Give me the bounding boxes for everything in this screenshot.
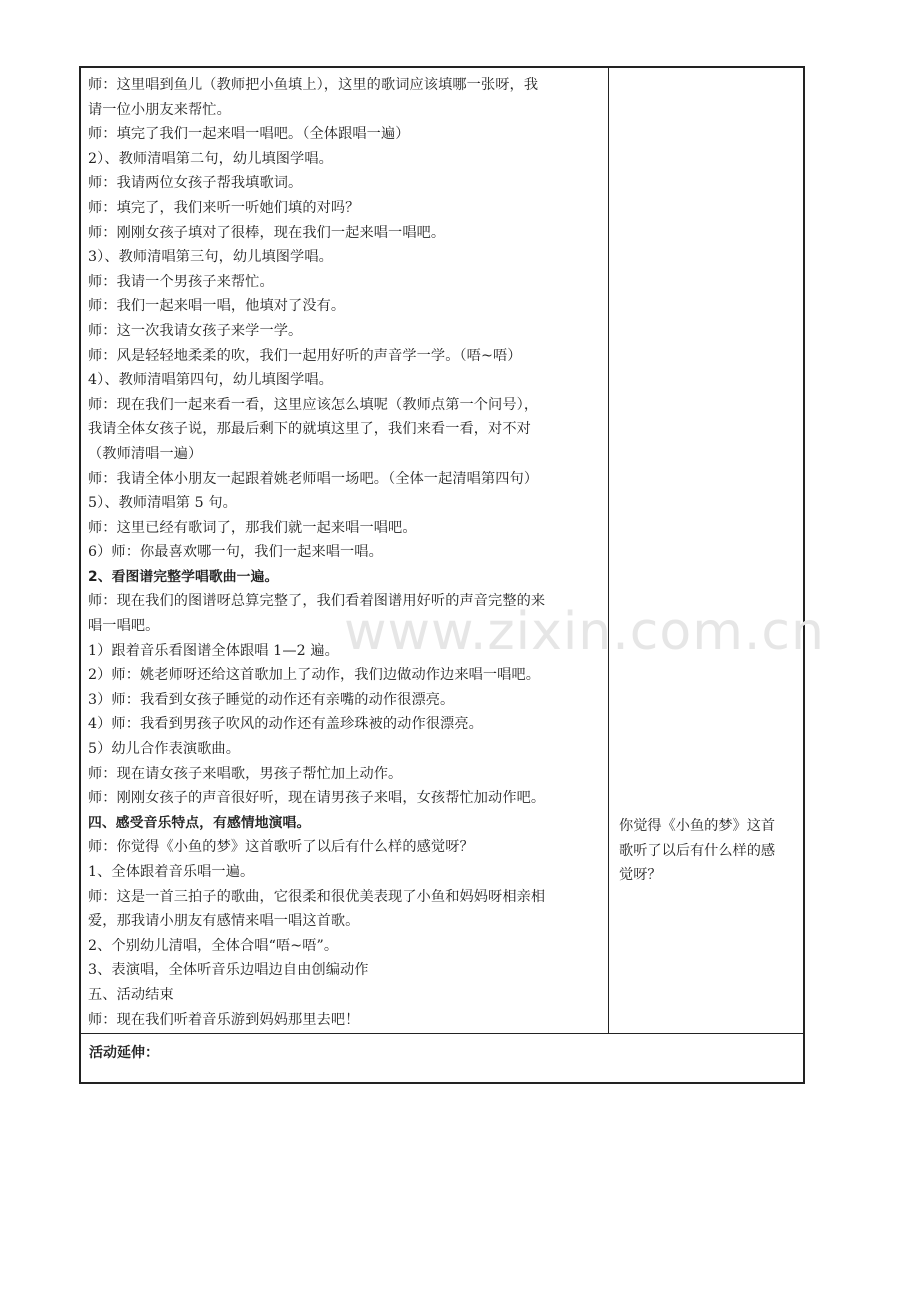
text-line: 4）、教师清唱第四句，幼儿填图学唱。 xyxy=(88,372,333,389)
text-line: 师：现在请女孩子来唱歌，男孩子帮忙加上动作。 xyxy=(88,765,403,782)
text-line: 师：现在我们一起来看一看，这里应该怎么填呢（教师点第一个问号）， xyxy=(88,396,539,413)
text-line: 4）师：我看到男孩子吹风的动作还有盖珍珠被的动作很漂亮。 xyxy=(88,716,483,733)
extension-row xyxy=(81,1033,803,1082)
text-line: 师：我请一个男孩子来帮忙。 xyxy=(88,273,274,290)
text-line: 3、表演唱，全体听音乐边唱边自由创编动作 xyxy=(88,962,369,979)
text-line: 6）师：你最喜欢哪一句，我们一起来唱一唱。 xyxy=(88,544,383,561)
section-heading: 四、感受音乐特点，有感情地演唱。 xyxy=(88,814,311,831)
text-line: 师：现在我们的图谱呀总算完整了，我们看着图谱用好听的声音完整的来 xyxy=(88,593,546,610)
text-line: 2）师：姚老师呀还给这首歌加上了动作，我们边做动作边来唱一唱吧。 xyxy=(88,667,541,684)
extension-label: 活动延伸： xyxy=(89,1045,159,1061)
text-line: 师：这里唱到鱼儿（教师把小鱼填上），这里的歌词应该填哪一张呀，我 xyxy=(88,77,539,93)
text-line: （教师清唱一遍） xyxy=(88,445,203,462)
text-line: 唱一唱吧。 xyxy=(88,618,160,635)
text-line: 2、个别幼儿清唱，全体合唱“唔~唔”。 xyxy=(88,937,339,954)
text-line: 师：这一次我请女孩子来学一学。 xyxy=(88,322,303,339)
text-line: 1、全体跟着音乐唱一遍。 xyxy=(88,864,255,880)
text-line: 五、活动结束 xyxy=(88,986,174,1003)
text-line: 请一位小朋友来帮忙。 xyxy=(88,101,231,118)
text-line: 师：你觉得《小鱼的梦》这首歌听了以后有什么样的感觉呀？ xyxy=(88,839,474,856)
text-line: 师：刚刚女孩子填对了很棒，现在我们一起来唱一唱吧。 xyxy=(88,224,446,241)
text-line: 师：我们一起来唱一唱，他填对了没有。 xyxy=(88,298,346,315)
text-line: 2）、教师清唱第二句，幼儿填图学唱。 xyxy=(88,150,333,167)
section-heading: 2、看图谱完整学唱歌曲一遍。 xyxy=(88,568,279,585)
watermark: www.zixin.com.cn xyxy=(344,602,825,662)
text-line: 师：风是轻轻地柔柔的吹，我们一起用好听的声音学一学。（唔~唔） xyxy=(88,347,522,364)
lesson-table xyxy=(79,66,805,1084)
text-line: 师：填完了，我们来听一听她们填的对吗？ xyxy=(88,199,360,216)
note-line: 你觉得《小鱼的梦》这首 xyxy=(619,818,776,834)
text-line: 我请全体女孩子说，那最后剩下的就填这里了，我们来看一看，对不对 xyxy=(88,421,531,438)
note-line: 歌听了以后有什么样的感 xyxy=(619,842,776,859)
lesson-content-cell xyxy=(81,68,609,1033)
note-line: 觉呀？ xyxy=(619,867,662,884)
text-line: 师：这里已经有歌词了，那我们就一起来唱一唱吧。 xyxy=(88,519,417,536)
text-line: 师：刚刚女孩子的声音很好听，现在请男孩子来唱，女孩帮忙加动作吧。 xyxy=(88,790,546,807)
text-line: 3）、教师清唱第三句，幼儿填图学唱。 xyxy=(88,249,333,266)
text-line: 师：现在我们听着音乐游到妈妈那里去吧！ xyxy=(88,1011,360,1028)
text-line: 5）幼儿合作表演歌曲。 xyxy=(88,741,241,758)
text-line: 爱，那我请小朋友有感情来唱一唱这首歌。 xyxy=(88,913,360,930)
notes-cell xyxy=(609,68,803,1033)
text-line: 师：这是一首三拍子的歌曲，它很柔和很优美表现了小鱼和妈妈呀相亲相 xyxy=(88,888,546,905)
text-line: 师：我请全体小朋友一起跟着姚老师唱一场吧。（全体一起清唱第四句） xyxy=(88,470,539,487)
text-line: 3）师：我看到女孩子睡觉的动作还有亲嘴的动作很漂亮。 xyxy=(88,691,455,708)
text-line: 1）跟着音乐看图谱全体跟唱 1—2 遍。 xyxy=(88,642,339,659)
text-line: 5）、教师清唱第 5 句。 xyxy=(88,495,237,512)
text-line: 师：我请两位女孩子帮我填歌词。 xyxy=(88,175,303,192)
text-line: 师：填完了我们一起来唱一唱吧。（全体跟唱一遍） xyxy=(88,126,410,143)
